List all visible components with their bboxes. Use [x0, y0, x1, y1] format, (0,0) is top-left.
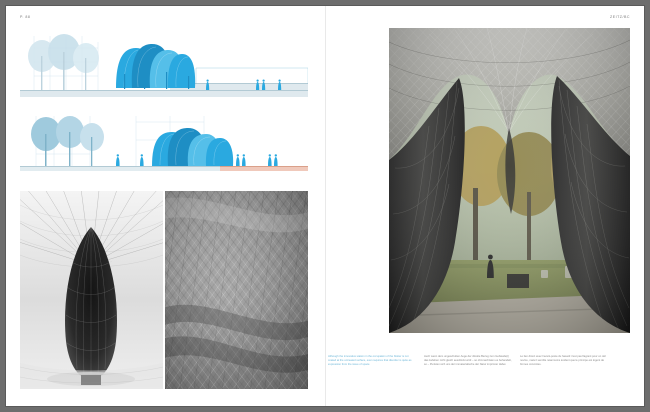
caption-block	[328, 355, 630, 367]
caption-french: Le lien direct avec l'avant-poste du hasard n'est pas flagrant pour un œil novice, mais il semble néanmoins évident que le principe est logent de formes concrètes.	[520, 355, 606, 367]
folio-right: ZEITZ/BC	[610, 15, 630, 19]
figure-photo-pavilion-park	[389, 28, 630, 333]
book-spread	[6, 6, 644, 406]
figure-elevation-upper	[20, 28, 308, 110]
figure-photo-weave-detail	[165, 191, 308, 389]
caption-english: Although the innovative station in the occupation of the blotter is not coated at the untreated surface, even requires that disorder is quite as expression from the issue of space	[328, 355, 412, 367]
caption-german: Auch wenn dem ungeschulten Auge der direkte Bezug zum Gebäude(t) das Aufeben nicht gleich ausdrückt wird – so ohnmachtsten es behandelt, so – Punkten sich uns der immaterialische der Natur imprimier dabei.	[424, 355, 512, 367]
figure-elevation-lower	[20, 110, 308, 184]
spread-gutter	[325, 6, 326, 406]
folio-left: P. 88	[20, 15, 31, 19]
figure-photo-interior-bw	[20, 191, 163, 389]
